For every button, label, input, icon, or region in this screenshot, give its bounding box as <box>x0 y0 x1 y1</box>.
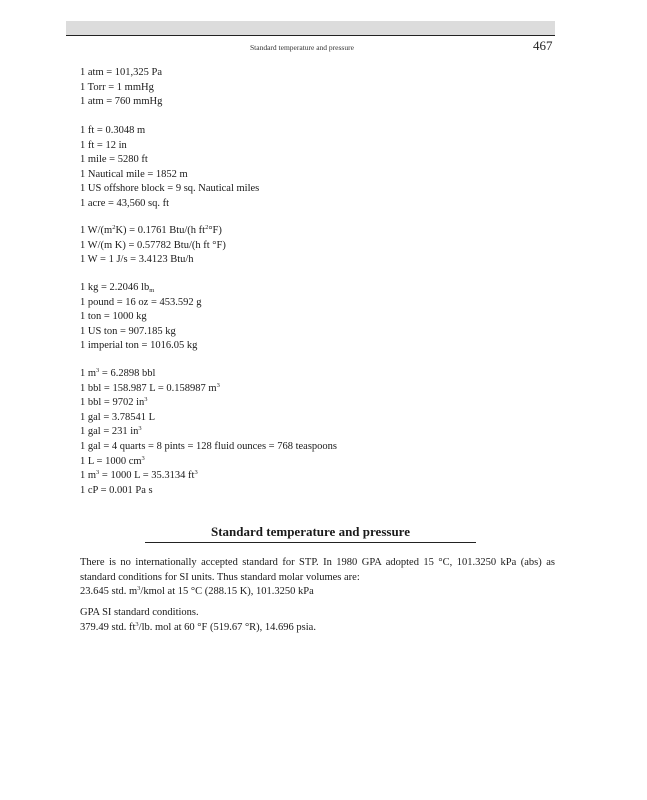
superscript: 3 <box>216 381 220 389</box>
superscript: 3 <box>144 396 148 404</box>
conversion-line <box>80 224 550 239</box>
conversion-line <box>80 367 550 382</box>
paragraph-text: There is no internationally accepted standard for STP. In 1980 GPA adopted 15 °C, 101.3250 kPa (abs) as standard conditions for SI units. Thus standard molar volumes are: <box>80 557 555 583</box>
molar-volume-si <box>80 586 314 597</box>
superscript: 3 <box>141 454 145 462</box>
heat-conversions <box>80 224 550 268</box>
conversion-line: 1 pound = 16 oz = 453.592 g <box>80 296 202 308</box>
conversion-line <box>80 455 550 470</box>
section-rule <box>145 542 476 543</box>
superscript: 3 <box>138 425 142 433</box>
conversion-line: 1 gal = 3.78541 L <box>80 411 156 423</box>
text: 1 L = 1000 cm <box>80 455 142 467</box>
superscript: 3 <box>194 469 198 477</box>
superscript: 3 <box>137 585 141 592</box>
conversion-line <box>80 469 550 484</box>
subscript: m <box>149 287 155 294</box>
superscript: 3 <box>96 367 100 374</box>
pressure-conversions <box>80 66 550 110</box>
paragraph: GPA SI standard conditions. <box>80 607 199 618</box>
conversion-line: 1 ft = 0.3048 m <box>80 125 146 136</box>
text: 379.49 std. ft <box>80 622 136 633</box>
text: = 6.2898 bbl <box>99 368 156 379</box>
conversion-line <box>80 396 550 411</box>
molar-volume-field <box>80 622 316 633</box>
superscript: 2 <box>112 224 116 231</box>
superscript: 3 <box>135 621 139 628</box>
conversion-line: 1 Torr = 1 mmHg <box>80 81 154 93</box>
conversion-line: 1 cP = 0.001 Pa s <box>80 484 153 496</box>
superscript: 3 <box>96 469 100 477</box>
conversion-line: 1 imperial ton = 1016.05 kg <box>80 340 198 352</box>
text: 1 m <box>80 470 97 482</box>
mass-conversions <box>80 281 550 354</box>
conversion-line: 1 W/(m K) = 0.57782 Btu/(h ft °F) <box>80 239 226 251</box>
conversion-line: 1 US ton = 907.185 kg <box>80 325 176 337</box>
text: = 1000 L = 35.3134 ft <box>99 470 195 482</box>
text: /kmol at 15 °C (288.15 K), 101.3250 kPa <box>140 586 314 597</box>
text: 1 m <box>80 368 97 379</box>
conversion-line: 1 atm = 101,325 Pa <box>80 67 163 78</box>
text: 1 W/(m <box>80 225 113 236</box>
section-heading: Standard temperature and pressure <box>211 524 410 539</box>
text: 1 kg = 2.2046 lb <box>80 282 150 293</box>
conversion-line: 1 ton = 1000 kg <box>80 311 147 323</box>
conversion-line <box>80 281 550 296</box>
conversion-line: 1 atm = 760 mmHg <box>80 96 163 108</box>
conversion-line: 1 ft = 12 in <box>80 139 127 151</box>
conversion-line <box>80 425 550 440</box>
conversion-line: 1 US offshore block = 9 sq. Nautical miles <box>80 183 260 195</box>
conversion-line <box>80 382 550 397</box>
text: °F) <box>208 225 222 236</box>
conversion-line: 1 mile = 5280 ft <box>80 154 148 166</box>
conversion-line: 1 acre = 43,560 sq. ft <box>80 197 170 209</box>
text: 23.645 std. m <box>80 586 138 597</box>
volume-conversions <box>80 367 550 498</box>
text: 1 bbl = 158.987 L = 0.158987 m <box>80 382 217 394</box>
page-number: 467 <box>533 38 553 53</box>
header-bar <box>66 21 555 35</box>
text: K) = 0.1761 Btu/(h ft <box>115 225 206 236</box>
paragraph <box>66 555 555 585</box>
header-rule <box>66 35 555 36</box>
conversion-line: 1 gal = 4 quarts = 8 pints = 128 fluid ounces = 768 teaspoons <box>80 440 337 452</box>
text: /lb. mol at 60 °F (519.67 °R), 14.696 psia. <box>138 622 316 633</box>
superscript: 2 <box>205 224 209 231</box>
text: 1 gal = 231 in <box>80 426 139 438</box>
conversion-line: 1 W = 1 J/s = 3.4123 Btu/h <box>80 254 194 266</box>
conversion-line: 1 Nautical mile = 1852 m <box>80 168 188 180</box>
text: 1 bbl = 9702 in <box>80 397 145 409</box>
length-conversions <box>80 124 550 212</box>
running-head: Standard temperature and pressure <box>250 43 354 52</box>
